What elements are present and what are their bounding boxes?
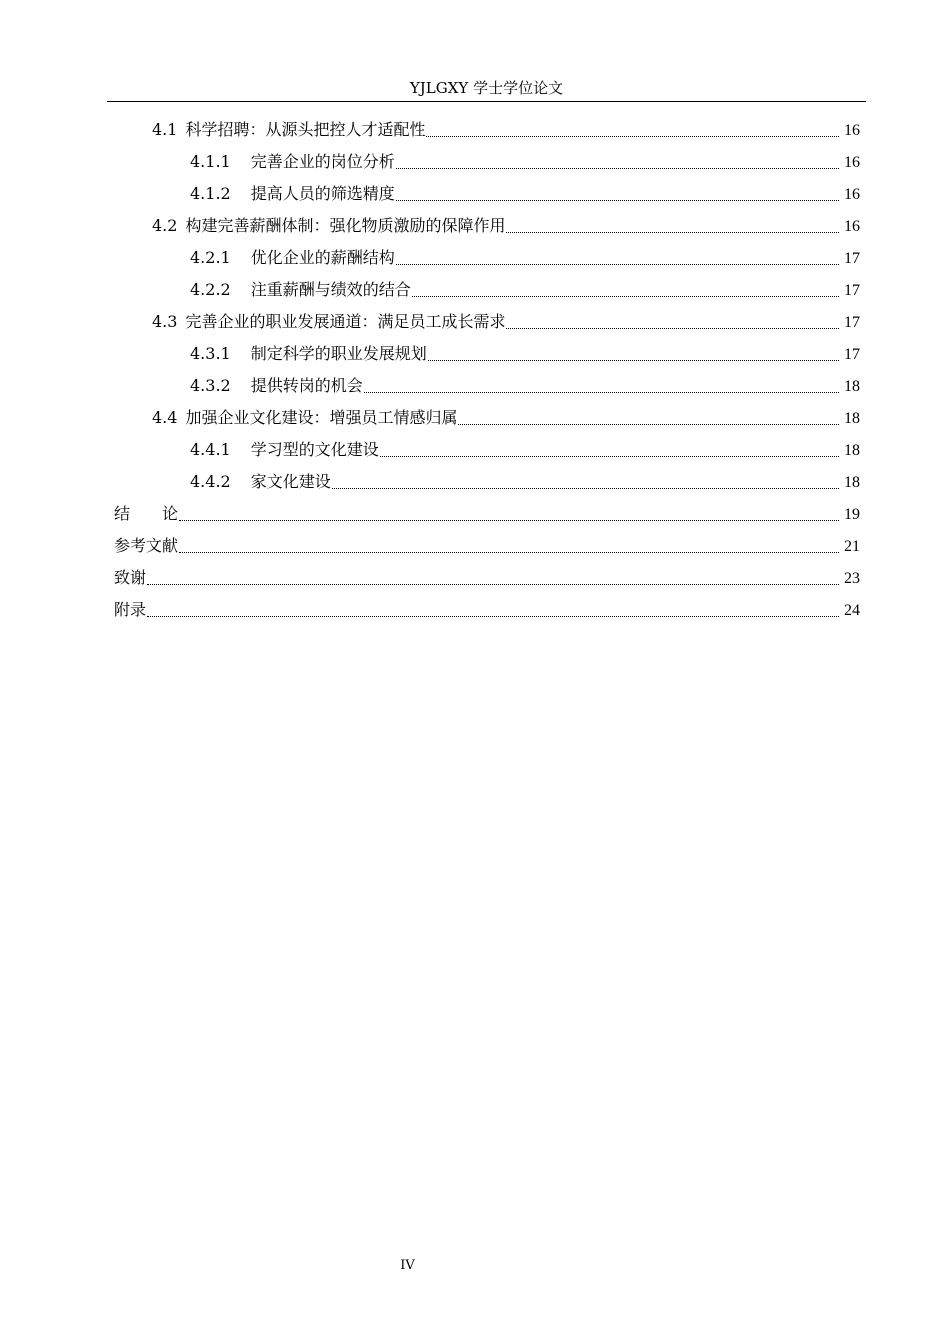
toc-entry-title: 致谢	[114, 568, 147, 587]
toc-leader-dots	[458, 424, 839, 425]
toc-entry-title: 学习型的文化建设	[250, 440, 379, 459]
toc-entry-title: 结 论	[114, 504, 179, 523]
header-title: YJLGXY 学士学位论文	[409, 79, 564, 97]
toc-leader-dots	[396, 168, 839, 169]
toc-entry-page: 18	[844, 442, 860, 459]
toc-leader-dots	[179, 520, 839, 521]
toc-leader-dots	[147, 616, 839, 617]
toc-entry-page: 17	[844, 282, 860, 299]
toc-leader-dots	[147, 584, 839, 585]
toc-entry-page: 16	[844, 154, 860, 171]
toc-leader-dots	[396, 200, 839, 201]
toc-entry-title: 提供转岗的机会	[250, 376, 363, 395]
toc-entry-page: 17	[844, 314, 860, 331]
toc-entry-title: 参考文献	[114, 536, 179, 555]
toc-entry-page: 18	[844, 474, 860, 491]
toc-leader-dots	[426, 136, 839, 137]
toc-entry-page: 21	[844, 538, 860, 555]
toc-entry-title: 科学招聘：从源头把控人才适配性	[185, 120, 426, 139]
toc-entry[interactable]	[114, 594, 860, 626]
toc-entry[interactable]	[190, 370, 860, 402]
toc-entry-number: 4.4.2	[190, 472, 231, 491]
toc-entry-number: 4.2.2	[190, 280, 231, 299]
toc-entry-title: 构建完善薪酬体制：强化物质激励的保障作用	[185, 216, 506, 235]
page-number: IV	[400, 1258, 415, 1273]
toc-leader-dots	[380, 456, 839, 457]
toc-entry[interactable]	[190, 274, 860, 306]
toc-entry-page: 16	[844, 218, 860, 235]
toc-entry-title: 优化企业的薪酬结构	[250, 248, 395, 267]
toc-entry[interactable]	[152, 210, 860, 242]
toc-entry-page: 18	[844, 410, 860, 427]
toc-entry[interactable]	[114, 562, 860, 594]
toc-entry-number: 4.4.1	[190, 440, 231, 459]
toc-entry[interactable]	[190, 242, 860, 274]
toc-entry[interactable]	[190, 146, 860, 178]
toc-entry-page: 17	[844, 346, 860, 363]
toc-entry[interactable]	[114, 498, 860, 530]
toc-entry[interactable]	[152, 402, 860, 434]
toc-entry-title: 完善企业的岗位分析	[250, 152, 395, 171]
toc-entry-page: 24	[844, 602, 860, 619]
toc-entry-number: 4.1	[152, 120, 178, 139]
toc-leader-dots	[396, 264, 839, 265]
toc-entry[interactable]	[152, 306, 860, 338]
toc-entry-title: 加强企业文化建设：增强员工情感归属	[185, 408, 458, 427]
toc-leader-dots	[428, 360, 839, 361]
toc-entry[interactable]	[190, 178, 860, 210]
toc-entry-title: 制定科学的职业发展规划	[250, 344, 427, 363]
toc-entry-title: 完善企业的职业发展通道：满足员工成长需求	[185, 312, 506, 331]
toc-entry-page: 23	[844, 570, 860, 587]
toc-entry-page: 19	[844, 506, 860, 523]
page-footer	[0, 1258, 815, 1273]
toc-entry[interactable]	[190, 466, 860, 498]
toc-entry-title: 附录	[114, 600, 147, 619]
toc-leader-dots	[506, 232, 839, 233]
page-header	[107, 77, 866, 102]
toc-entry-number: 4.2.1	[190, 248, 231, 267]
toc-entry[interactable]	[114, 530, 860, 562]
toc-leader-dots	[179, 552, 839, 553]
toc-leader-dots	[332, 488, 839, 489]
toc-entry-page: 16	[844, 186, 860, 203]
toc-leader-dots	[506, 328, 839, 329]
toc-entry-number: 4.4	[152, 408, 178, 427]
toc-entry-title: 提高人员的筛选精度	[250, 184, 395, 203]
toc-leader-dots	[412, 296, 839, 297]
toc-entry-number: 4.2	[152, 216, 178, 235]
toc-entry-number: 4.3.1	[190, 344, 231, 363]
toc-entry[interactable]	[190, 434, 860, 466]
toc-entry-title: 家文化建设	[250, 472, 331, 491]
toc-leader-dots	[364, 392, 839, 393]
toc-entry-page: 17	[844, 250, 860, 267]
toc-entry-number: 4.3	[152, 312, 178, 331]
toc-entry[interactable]	[190, 338, 860, 370]
toc-entry-number: 4.1.2	[190, 184, 231, 203]
toc-entry-page: 18	[844, 378, 860, 395]
toc-entry-number: 4.3.2	[190, 376, 231, 395]
toc-entry-title: 注重薪酬与绩效的结合	[250, 280, 411, 299]
toc-entry-page: 16	[844, 122, 860, 139]
toc-entry-number: 4.1.1	[190, 152, 231, 171]
toc-entry[interactable]	[152, 114, 860, 146]
